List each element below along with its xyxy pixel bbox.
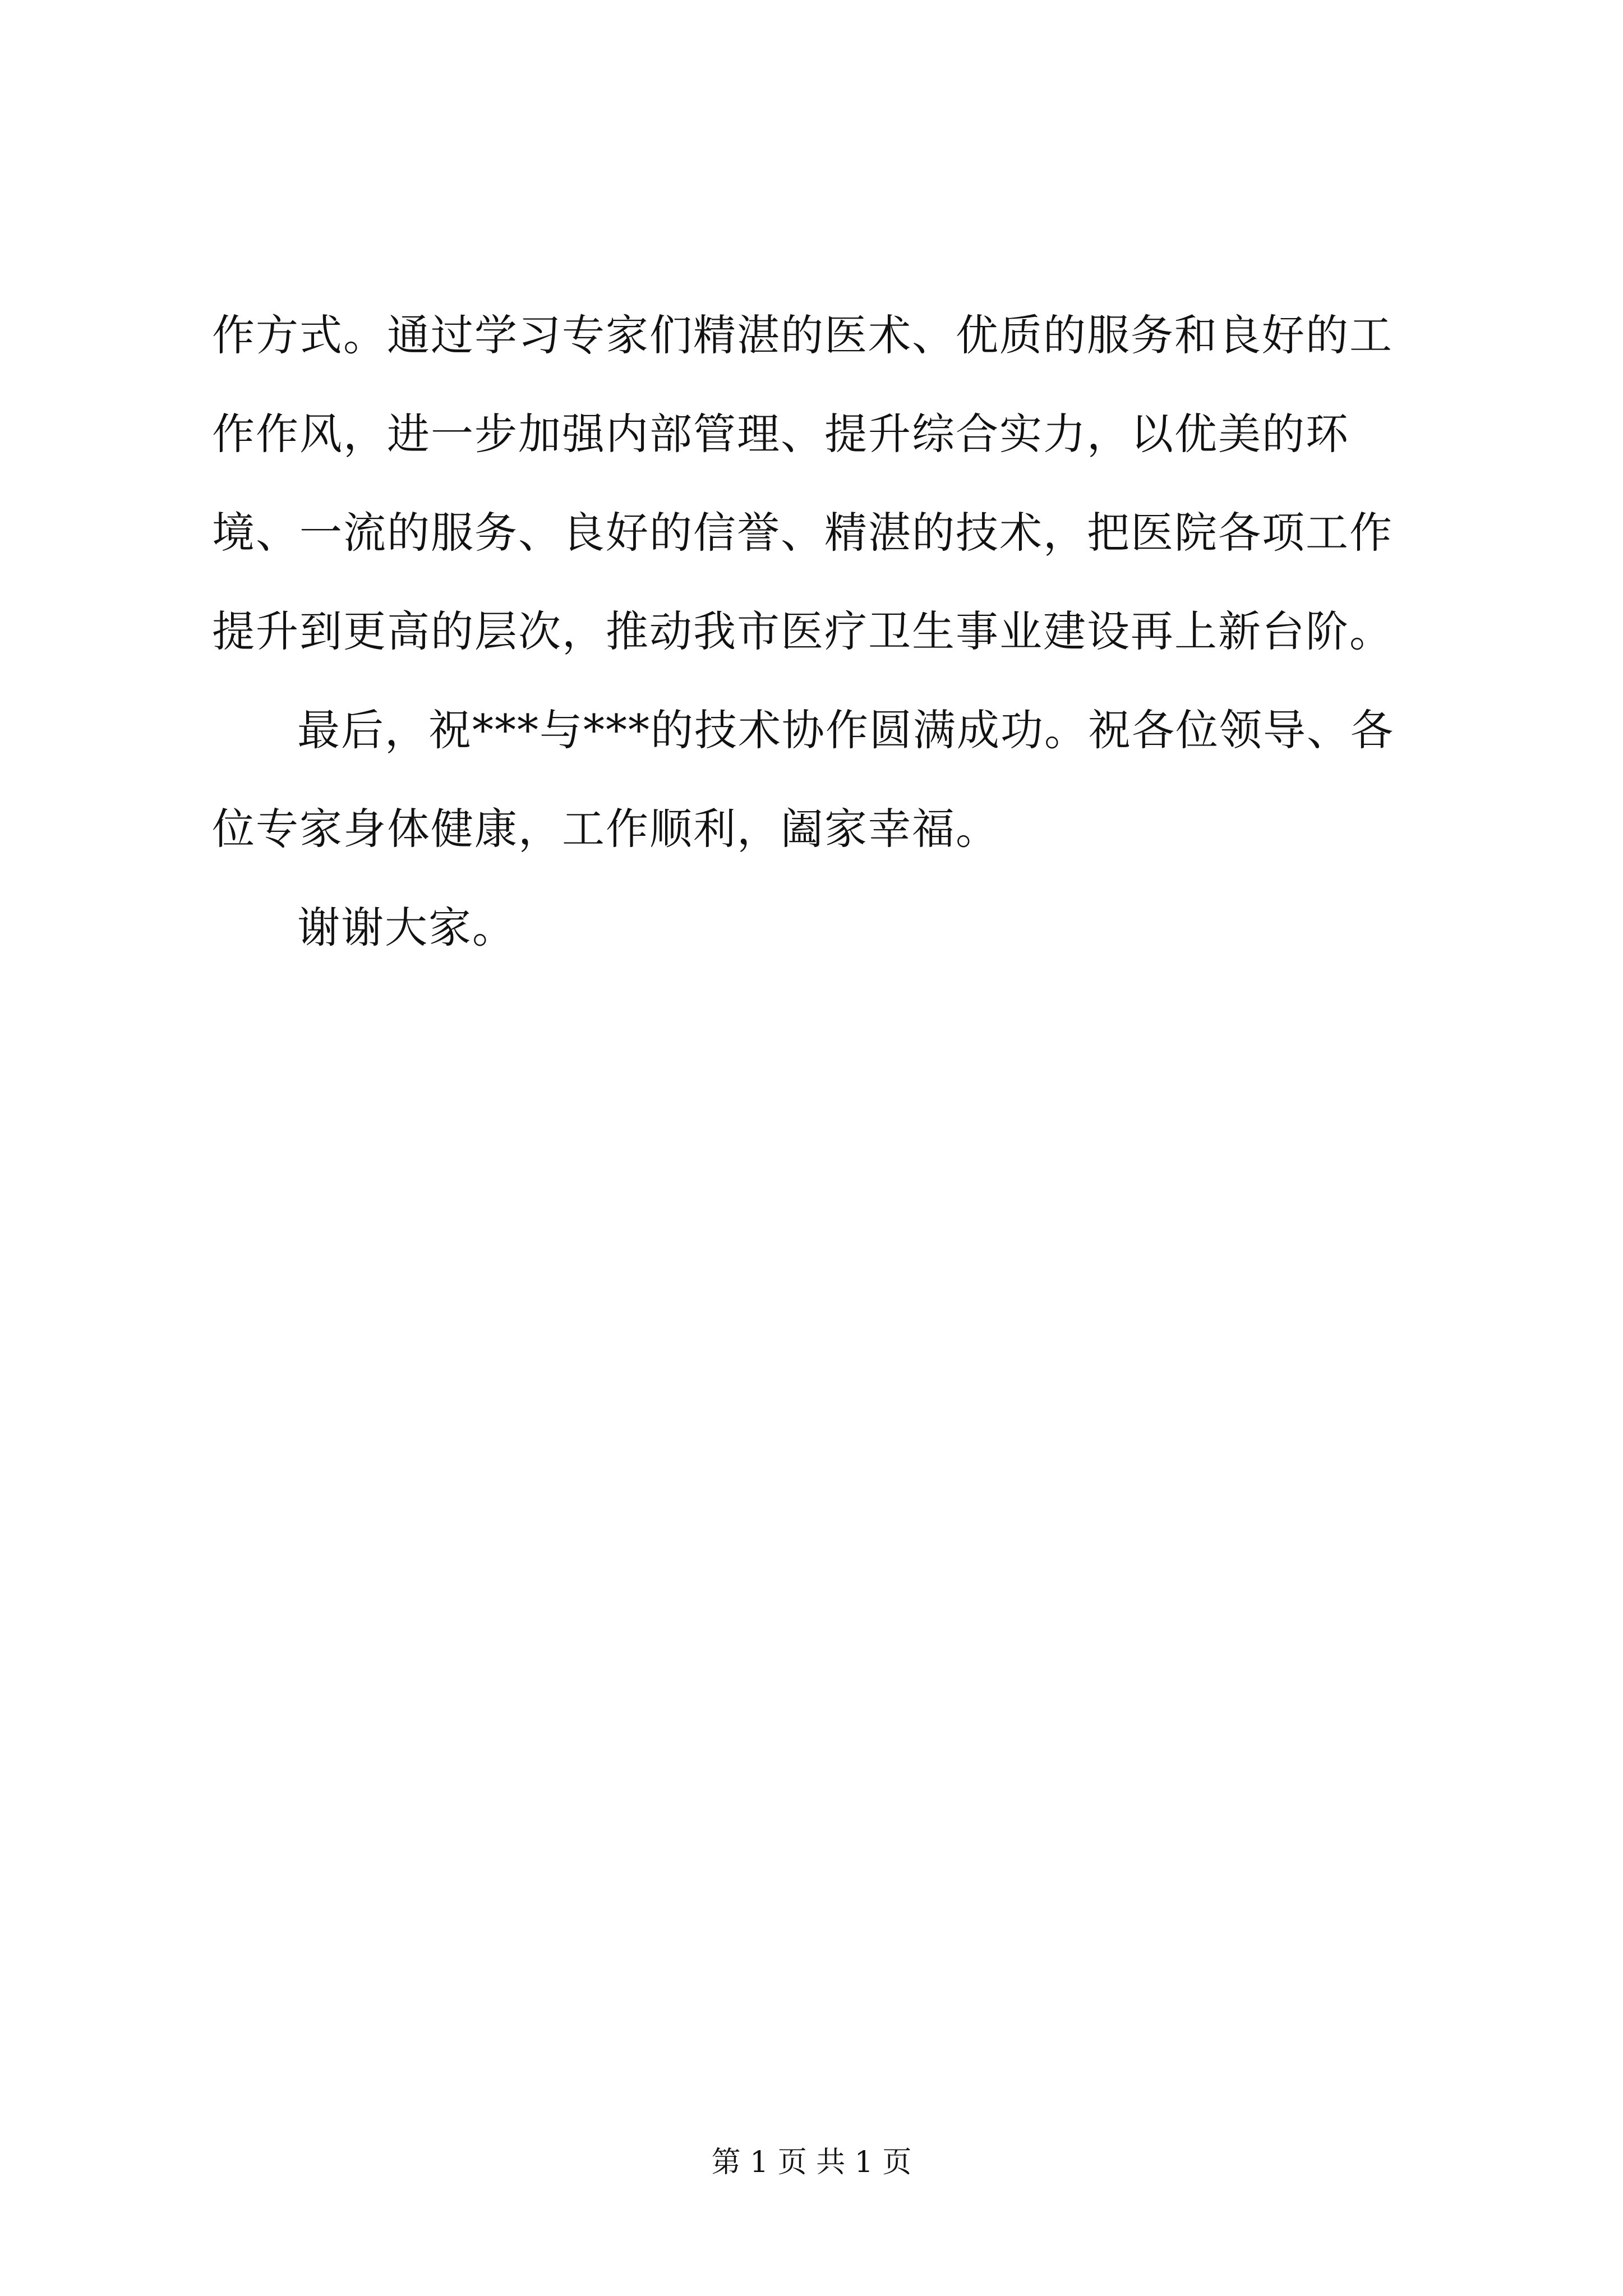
paragraph-closing-wishes: 最后，祝***与***的技术协作圆满成功。祝各位领导、各位专家身体健康，工作顺利，阖家幸福。: [212, 705, 1394, 854]
paragraph-thanks: 谢谢大家。: [297, 903, 516, 953]
document-body: [212, 286, 1423, 977]
page-number-footer: 第 1 页 共 1 页: [711, 2146, 912, 2179]
paragraph-continuation: 作方式。通过学习专家们精湛的医术、优质的服务和良好的工作作风，进一步加强内部管理、提升综合实力，以优美的环境、一流的服务、良好的信誉、精湛的技术，把医院各项工作提升到更高的层次，推动我市医疗卫生事业建设再上新台阶。: [212, 310, 1393, 656]
